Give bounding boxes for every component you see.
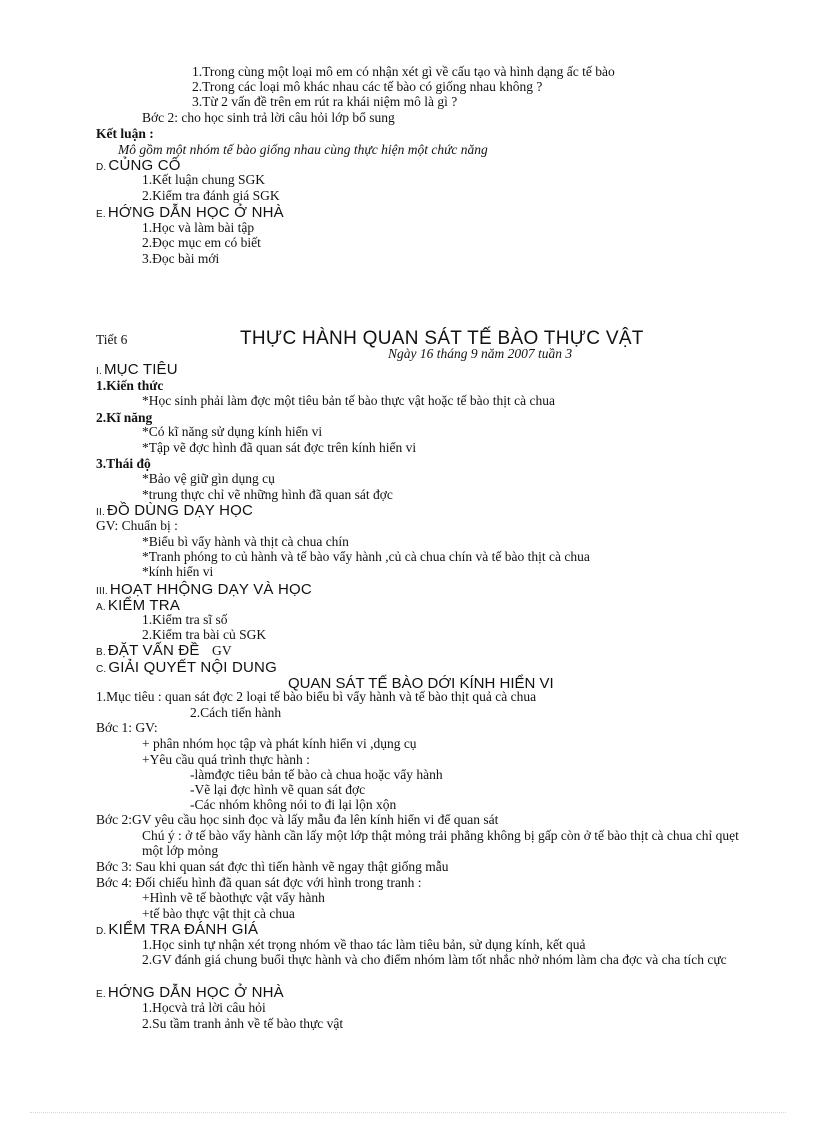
section-title: ĐẶT VẤN ĐỀ: [107, 642, 200, 659]
section-letter: III.: [96, 586, 108, 597]
step-2-top: Bớc 2: cho học sinh trả lời câu hỏi lớp bổ sung: [142, 110, 395, 125]
section-letter: A.: [96, 602, 106, 613]
list-item: 2.Su tầm tranh ảnh về tế bào thực vật: [142, 1016, 344, 1031]
section-title: GIẢI QUYẾT NỘI DUNG: [108, 659, 277, 676]
list-item: 2.Kiểm tra bài củ SGK: [142, 627, 267, 642]
section-letter: D.: [96, 162, 107, 173]
section-letter: B.: [96, 647, 106, 658]
section-b-extra: GV: [211, 643, 232, 658]
knowledge-label: 1.Kiến thức: [96, 378, 164, 393]
section-title: KIỂM TRA: [107, 597, 181, 614]
section-title: KIỂM TRA ĐÁNH GIÁ: [108, 921, 259, 938]
section-b-problem: [96, 643, 232, 660]
objective-line: 1.Mục tiêu : quan sát đợc 2 loại tế bào biểu bì vẩy hành và tế bào thịt quả cà chua: [96, 689, 537, 704]
lesson-title: THỰC HÀNH QUAN SÁT TẾ BÀO THỰC VẬT: [240, 328, 644, 349]
step-3-label: Bớc 3: Sau khi quan sát đợc thì tiến hành vẽ ngay thật giống mẫu: [96, 859, 449, 874]
list-item: +Hình vẽ tế bàothực vật vẩy hành: [142, 890, 325, 905]
page-footer-divider: [30, 1112, 786, 1113]
list-item: 2.Đọc mục em có biết: [142, 235, 261, 250]
list-item: *Biểu bì vẩy hành và thịt cà chua chín: [142, 534, 349, 549]
section-letter: E.: [96, 209, 106, 220]
section-letter: II.: [96, 507, 105, 518]
list-item: *Có kĩ năng sử dụng kính hiển vi: [142, 424, 323, 439]
list-item: -Các nhóm không nói to đi lại lộn xộn: [190, 797, 397, 812]
section-title: HỚNG DẪN HỌC Ở NHÀ: [107, 204, 284, 221]
section-letter: I.: [96, 366, 102, 377]
section-title: HOẠT HHỘNG DẠY VÀ HỌC: [109, 581, 312, 598]
list-item: *Bảo vệ giữ gìn dụng cụ: [142, 471, 275, 486]
question-3: 3.Từ 2 vấn đề trên em rút ra khái niệm mô là gì ?: [192, 94, 458, 109]
list-item: 1.Học và làm bài tập: [142, 220, 255, 235]
step-2-note: Chú ý : ở tế bào vẩy hành cần lấy một lớp thật mỏng trải phẳng không bị gấp còn ở tế bào thịt cà chua chỉ quẹt một lớp mỏng: [142, 828, 739, 858]
lesson-date: Ngày 16 tháng 9 năm 2007 tuần 3: [388, 346, 573, 361]
procedure-line: 2.Cách tiến hành: [190, 705, 282, 720]
list-item: *kính hiển vi: [142, 564, 214, 579]
list-item: 3.Đọc bài mới: [142, 251, 220, 266]
question-2: 2.Trong các loại mô khác nhau các tế bào có giống nhau không ?: [192, 79, 543, 94]
skills-label: 2.Kĩ năng: [96, 410, 153, 425]
section-title: MỤC TIÊU: [103, 361, 178, 378]
list-item: 1.Kiểm tra sĩ số: [142, 612, 228, 627]
list-item: 1.Kết luận chung SGK: [142, 172, 265, 187]
list-item: 1.Họcvà trả lời câu hỏi: [142, 1000, 266, 1015]
section-letter: C.: [96, 664, 107, 675]
list-item: + phân nhóm học tập và phát kính hiển vi ,dụng cụ: [142, 736, 417, 751]
list-item: 2.GV đánh giá chung buổi thực hành và cho điểm nhóm làm tốt nhắc nhở nhóm làm cha đợc và cha tích cực: [142, 952, 727, 967]
step-4-label: Bớc 4: Đối chiếu hình đã quan sát đợc với hình trong tranh :: [96, 875, 422, 890]
step-1-label: Bớc 1: GV:: [96, 720, 158, 735]
list-item: 1.Học sinh tự nhận xét trọng nhóm về thao tác làm tiêu bản, sử dụng kính, kết quả: [142, 937, 586, 952]
section-i-objectives: [96, 362, 178, 379]
lesson-number: Tiết 6: [96, 332, 128, 347]
conclusion-text: Mô gồm một nhóm tế bào giống nhau cùng thực hiện một chức năng: [118, 142, 488, 157]
content-subtitle: QUAN SÁT TẾ BÀO DỚI KÍNH HIỂN VI: [288, 675, 554, 692]
list-item: *trung thực chỉ vẽ những hình đã quan sát đợc: [142, 487, 393, 502]
step-2-label: Bớc 2:GV yêu cầu học sinh đọc và lấy mẫu đa lên kính hiển vi để quan sát: [96, 812, 499, 827]
list-item: *Tranh phóng to củ hành và tế bào vẩy hành ,củ cà chua chín và tế bào thịt cà chua: [142, 549, 590, 564]
list-item: 2.Kiểm tra đánh giá SGK: [142, 188, 280, 203]
conclusion-label: Kết luận :: [96, 126, 154, 141]
question-1: 1.Trong cùng một loại mô em có nhận xét gì về cấu tạo và hình dạng ấc tế bào: [192, 64, 615, 79]
section-title: HỚNG DẪN HỌC Ở NHÀ: [107, 984, 284, 1001]
list-item: +tế bào thực vật thịt cà chua: [142, 906, 295, 921]
teacher-prep: GV: Chuẩn bị :: [96, 518, 178, 533]
attitude-label: 3.Thái độ: [96, 456, 151, 471]
section-c-content: [96, 660, 277, 677]
list-item: *Tập vẽ đợc hình đã quan sát đợc trên kính hiển vi: [142, 440, 417, 455]
section-letter: E.: [96, 989, 106, 1000]
list-item: +Yêu cầu quá trình thực hành :: [142, 752, 310, 767]
list-item: -làmđợc tiêu bản tế bào cà chua hoặc vẩy hành: [190, 767, 443, 782]
section-title: ĐỒ DÙNG DẠY HỌC: [106, 502, 254, 519]
list-item: -Vẽ lại đợc hình vẽ quan sát đợc: [190, 782, 366, 797]
section-title: CỦNG CỐ: [108, 157, 181, 174]
section-letter: D.: [96, 926, 107, 937]
list-item: *Học sinh phải làm đợc một tiêu bản tế bào thực vật hoặc tế bào thịt cà chua: [142, 393, 555, 408]
